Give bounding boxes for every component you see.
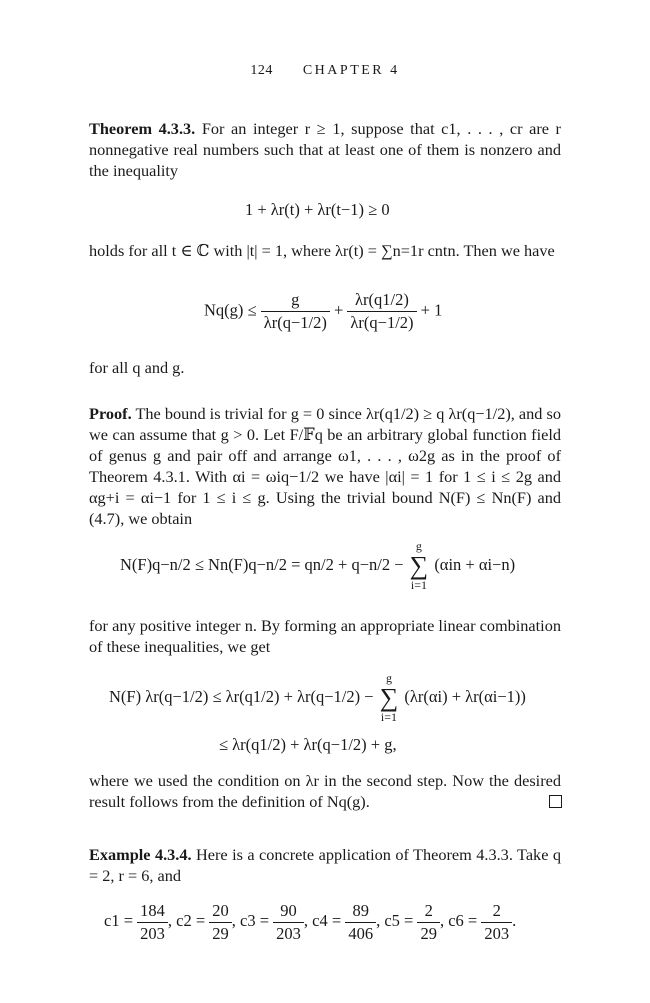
eq1-tail: (αin + αi−n) bbox=[434, 554, 516, 574]
proof-equation-1 bbox=[120, 540, 515, 592]
running-header bbox=[0, 63, 650, 79]
sum-lower-limit: i=1 bbox=[410, 578, 427, 592]
page-number: 124 bbox=[250, 63, 273, 78]
proof-equation-2-line-1 bbox=[109, 672, 526, 724]
proof-paragraph bbox=[89, 403, 561, 529]
example-paragraph bbox=[89, 844, 561, 886]
coefficient-c5: c5 = $\frac{2}{29}$ , bbox=[384, 901, 445, 943]
fraction-denominator: λr(q−1/2) bbox=[350, 313, 414, 332]
proof-text-2: for any positive integer n. By forming an appropriate linear combination of these inequalities, we get bbox=[89, 616, 561, 656]
theorem-bound-equation: Nq(g) ≤ $\frac{g}{\lambda r(q-1/2)}$ + $\frac{\lambda r(q1/2)}{\lambda r(q-1/2)}$ + 1 bbox=[204, 290, 443, 332]
sum-upper-limit: g bbox=[415, 539, 422, 553]
fraction-denominator: λr(q−1/2) bbox=[263, 313, 327, 332]
theorem-middle-text: holds for all t ∈ ℂ with |t| = 1, where λr(t) = ∑n=1r cntn. Then we have bbox=[89, 241, 555, 260]
theorem-statement bbox=[89, 118, 561, 181]
qed-symbol bbox=[549, 795, 562, 808]
fraction-numerator: λr(q1/2) bbox=[347, 290, 416, 312]
chapter-title: CHAPTER 4 bbox=[302, 63, 400, 78]
sum-lower-limit: i=1 bbox=[380, 710, 398, 724]
coefficient-c6: c6 = $\frac{2}{203}$ . bbox=[448, 901, 517, 943]
bound-fraction-1 bbox=[261, 290, 330, 333]
theorem-label: Theorem 4.3.3. bbox=[89, 119, 196, 138]
coefficient-c3: c3 = $\frac{90}{203}$ , bbox=[240, 901, 309, 943]
summation-symbol: g ∑ i=1 bbox=[379, 671, 399, 724]
bound-fraction-2 bbox=[347, 290, 416, 333]
coefficient-list bbox=[104, 901, 516, 944]
proof-text: The bound is trivial for g = 0 since λr(q1/2) ≥ q λr(q−1/2), and so we can assume that g > 0. Let F/𝔽q be an arbitrary global function field of genus g and pair off and arrange ω1, . . . , ω2g as in the proof of Theorem 4.3.1. With αi = ωiq−1/2 we have |αi| = 1 for 1 ≤ i ≤ 2g and αg+i = αi−1 for 1 ≤ i ≤ g. Using the trivial bound N(F) ≤ Nn(F) and (4.7), we obtain bbox=[89, 404, 561, 528]
coefficient-c4: c4 = $\frac{89}{406}$ , bbox=[312, 901, 381, 943]
fraction-numerator: g bbox=[261, 290, 330, 312]
summation-symbol: g ∑ i=1 bbox=[409, 539, 429, 592]
coefficient-c1: c1 = $\frac{184}{203}$ , bbox=[104, 901, 173, 943]
bound-tail: + 1 bbox=[420, 300, 443, 320]
eq2-line1-main: N(F) λr(q−1/2) ≤ λr(q1/2) + λr(q−1/2) − bbox=[109, 686, 374, 706]
theorem-closing-text: for all q and g. bbox=[89, 358, 185, 377]
bound-lhs: Nq(g) ≤ bbox=[204, 300, 257, 320]
coefficient-c2: c2 = $\frac{20}{29}$ , bbox=[176, 901, 236, 943]
theorem-inequality: 1 + λr(t) + λr(t−1) ≥ 0 bbox=[245, 200, 390, 219]
example-label: Example 4.3.4. bbox=[89, 845, 192, 864]
example-text: Here is a concrete application of Theorem 4.3.3. Take q = 2, r = 6, and bbox=[89, 845, 561, 885]
eq2-line1-tail: (λr(αi) + λr(αi−1)) bbox=[404, 686, 526, 706]
proof-text-3: where we used the condition on λr in the second step. Now the desired result follows from the definition of Nq(g). bbox=[89, 771, 561, 811]
proof-equation-2-line-2: ≤ λr(q1/2) + λr(q−1/2) + g, bbox=[219, 735, 397, 754]
proof-label: Proof. bbox=[89, 404, 132, 423]
sum-upper-limit: g bbox=[385, 671, 392, 685]
theorem-lead-text: For an integer r ≥ 1, suppose that c1, . . . , cr are r nonnegative real numbers such that at least one of them is nonzero and the inequality bbox=[89, 119, 561, 180]
eq1-main: N(F)q−n/2 ≤ Nn(F)q−n/2 = qn/2 + q−n/2 − bbox=[120, 554, 404, 574]
